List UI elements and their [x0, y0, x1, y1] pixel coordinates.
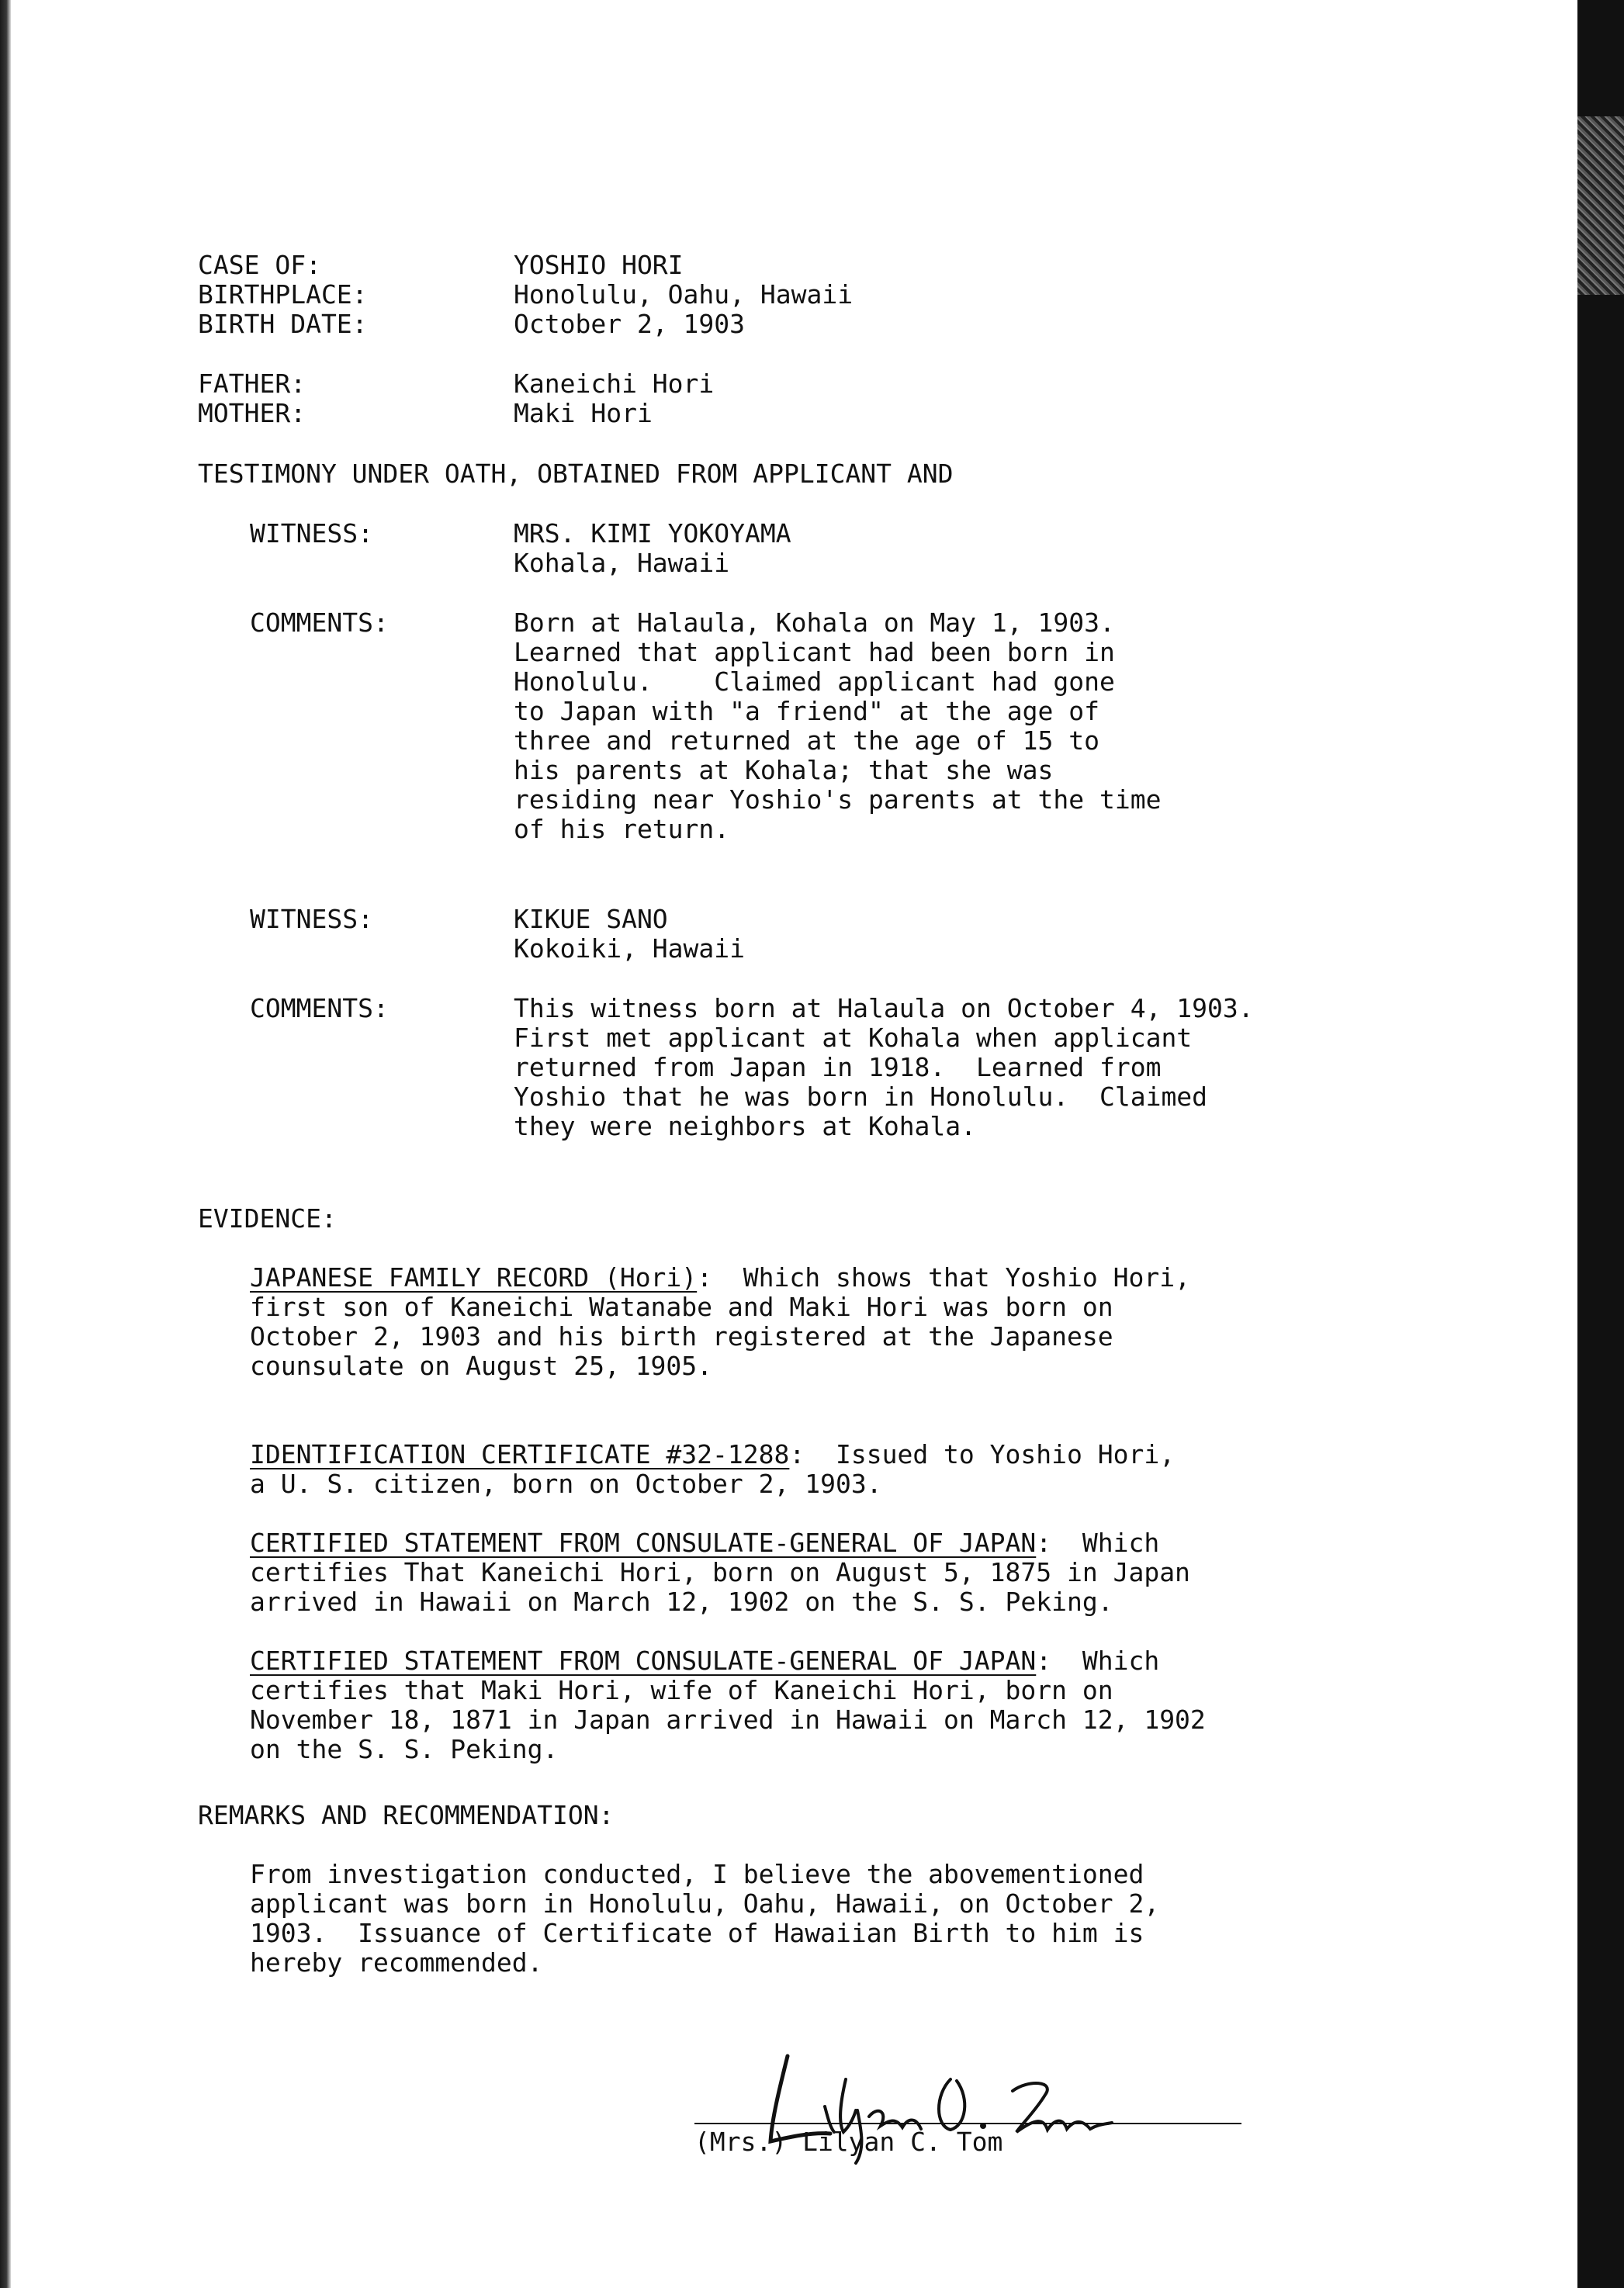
- witness-2-name: KIKUE SANO: [514, 904, 668, 934]
- evidence-title: IDENTIFICATION CERTIFICATE #32-1288: [250, 1439, 790, 1469]
- evidence-title: CERTIFIED STATEMENT FROM CONSULATE-GENERAL OF JAPAN: [250, 1646, 1037, 1676]
- evidence-line: certifies that Maki Hori, wife of Kaneichi Hori, born on: [250, 1675, 1113, 1705]
- comment-line: Yoshio that he was born in Honolulu. Claimed: [514, 1082, 1208, 1112]
- mother-label: MOTHER:: [198, 398, 306, 428]
- evidence-text: : Which: [1036, 1646, 1160, 1676]
- testimony-heading: TESTIMONY UNDER OATH, OBTAINED FROM APPLICANT AND: [198, 459, 954, 489]
- comment-line: they were neighbors at Kohala.: [514, 1111, 977, 1141]
- evidence-line: certifies That Kaneichi Hori, born on August 5, 1875 in Japan: [250, 1557, 1190, 1587]
- typed-signature-name: (Mrs.) Lilyan C. Tom: [694, 2127, 1003, 2157]
- comment-line: Born at Halaula, Kohala on May 1, 1903.: [514, 607, 1115, 638]
- evidence-item-2: [250, 1440, 1175, 1469]
- comment-line: Honolulu. Claimed applicant had gone: [514, 666, 1115, 697]
- scan-edge-right: [1577, 0, 1624, 2288]
- birthplace-label: BIRTHPLACE:: [198, 279, 368, 310]
- father-value: Kaneichi Hori: [514, 369, 715, 399]
- comment-line: This witness born at Halaula on October 4, 1903.: [514, 993, 1254, 1023]
- birthdate-value: October 2, 1903: [514, 309, 746, 339]
- comment-line: to Japan with "a friend" at the age of: [514, 696, 1099, 726]
- witness-2-location: Kokoiki, Hawaii: [514, 933, 746, 964]
- evidence-text: : Issued to Yoshio Hori,: [789, 1439, 1176, 1469]
- remarks-line: applicant was born in Honolulu, Oahu, Hawaii, on October 2,: [250, 1888, 1160, 1919]
- evidence-line: November 18, 1871 in Japan arrived in Hawaii on March 12, 1902: [250, 1705, 1206, 1735]
- birthplace-value: Honolulu, Oahu, Hawaii: [514, 279, 854, 310]
- evidence-title: CERTIFIED STATEMENT FROM CONSULATE-GENERAL OF JAPAN: [250, 1528, 1037, 1558]
- comment-line: three and returned at the age of 15 to: [514, 725, 1099, 756]
- remarks-line: hereby recommended.: [250, 1947, 543, 1978]
- evidence-item-3: [250, 1528, 1159, 1558]
- scan-edge-noise: [1577, 116, 1624, 295]
- witness-1-label: WITNESS:: [250, 518, 373, 549]
- father-label: FATHER:: [198, 369, 306, 399]
- comment-line: residing near Yoshio's parents at the time: [514, 784, 1162, 815]
- signature-line: [694, 2123, 1241, 2124]
- case-label: CASE OF:: [198, 250, 321, 280]
- comment-line: Learned that applicant had been born in: [514, 637, 1115, 667]
- case-value: YOSHIO HORI: [514, 250, 684, 280]
- comments-2-label: COMMENTS:: [250, 993, 389, 1023]
- remarks-heading: REMARKS AND RECOMMENDATION:: [198, 1800, 615, 1830]
- evidence-line: arrived in Hawaii on March 12, 1902 on the S. S. Peking.: [250, 1587, 1113, 1617]
- witness-1-name: MRS. KIMI YOKOYAMA: [514, 518, 791, 549]
- evidence-title: JAPANESE FAMILY RECORD (Hori): [250, 1262, 698, 1293]
- evidence-line: a U. S. citizen, born on October 2, 1903.: [250, 1469, 882, 1499]
- evidence-text: : Which: [1036, 1528, 1160, 1558]
- comment-line: his parents at Kohala; that she was: [514, 755, 1054, 785]
- witness-2-label: WITNESS:: [250, 904, 373, 934]
- comment-line: First met applicant at Kohala when applicant: [514, 1023, 1193, 1053]
- evidence-line: first son of Kaneichi Watanabe and Maki Hori was born on: [250, 1292, 1113, 1322]
- comments-1-label: COMMENTS:: [250, 607, 389, 638]
- evidence-line: October 2, 1903 and his birth registered at the Japanese: [250, 1321, 1113, 1352]
- evidence-text: : Which shows that Yoshio Hori,: [697, 1262, 1190, 1293]
- comment-line: returned from Japan in 1918. Learned from: [514, 1052, 1162, 1082]
- mother-value: Maki Hori: [514, 398, 653, 428]
- evidence-item-1: [250, 1263, 1190, 1293]
- evidence-item-4: [250, 1646, 1159, 1676]
- evidence-line: on the S. S. Peking.: [250, 1734, 559, 1764]
- evidence-heading: EVIDENCE:: [198, 1203, 337, 1234]
- birthdate-label: BIRTH DATE:: [198, 309, 368, 339]
- remarks-line: From investigation conducted, I believe the abovementioned: [250, 1859, 1144, 1889]
- evidence-line: counsulate on August 25, 1905.: [250, 1351, 713, 1381]
- comment-line: of his return.: [514, 814, 730, 844]
- witness-1-location: Kohala, Hawaii: [514, 548, 730, 578]
- remarks-line: 1903. Issuance of Certificate of Hawaiian Birth to him is: [250, 1918, 1144, 1948]
